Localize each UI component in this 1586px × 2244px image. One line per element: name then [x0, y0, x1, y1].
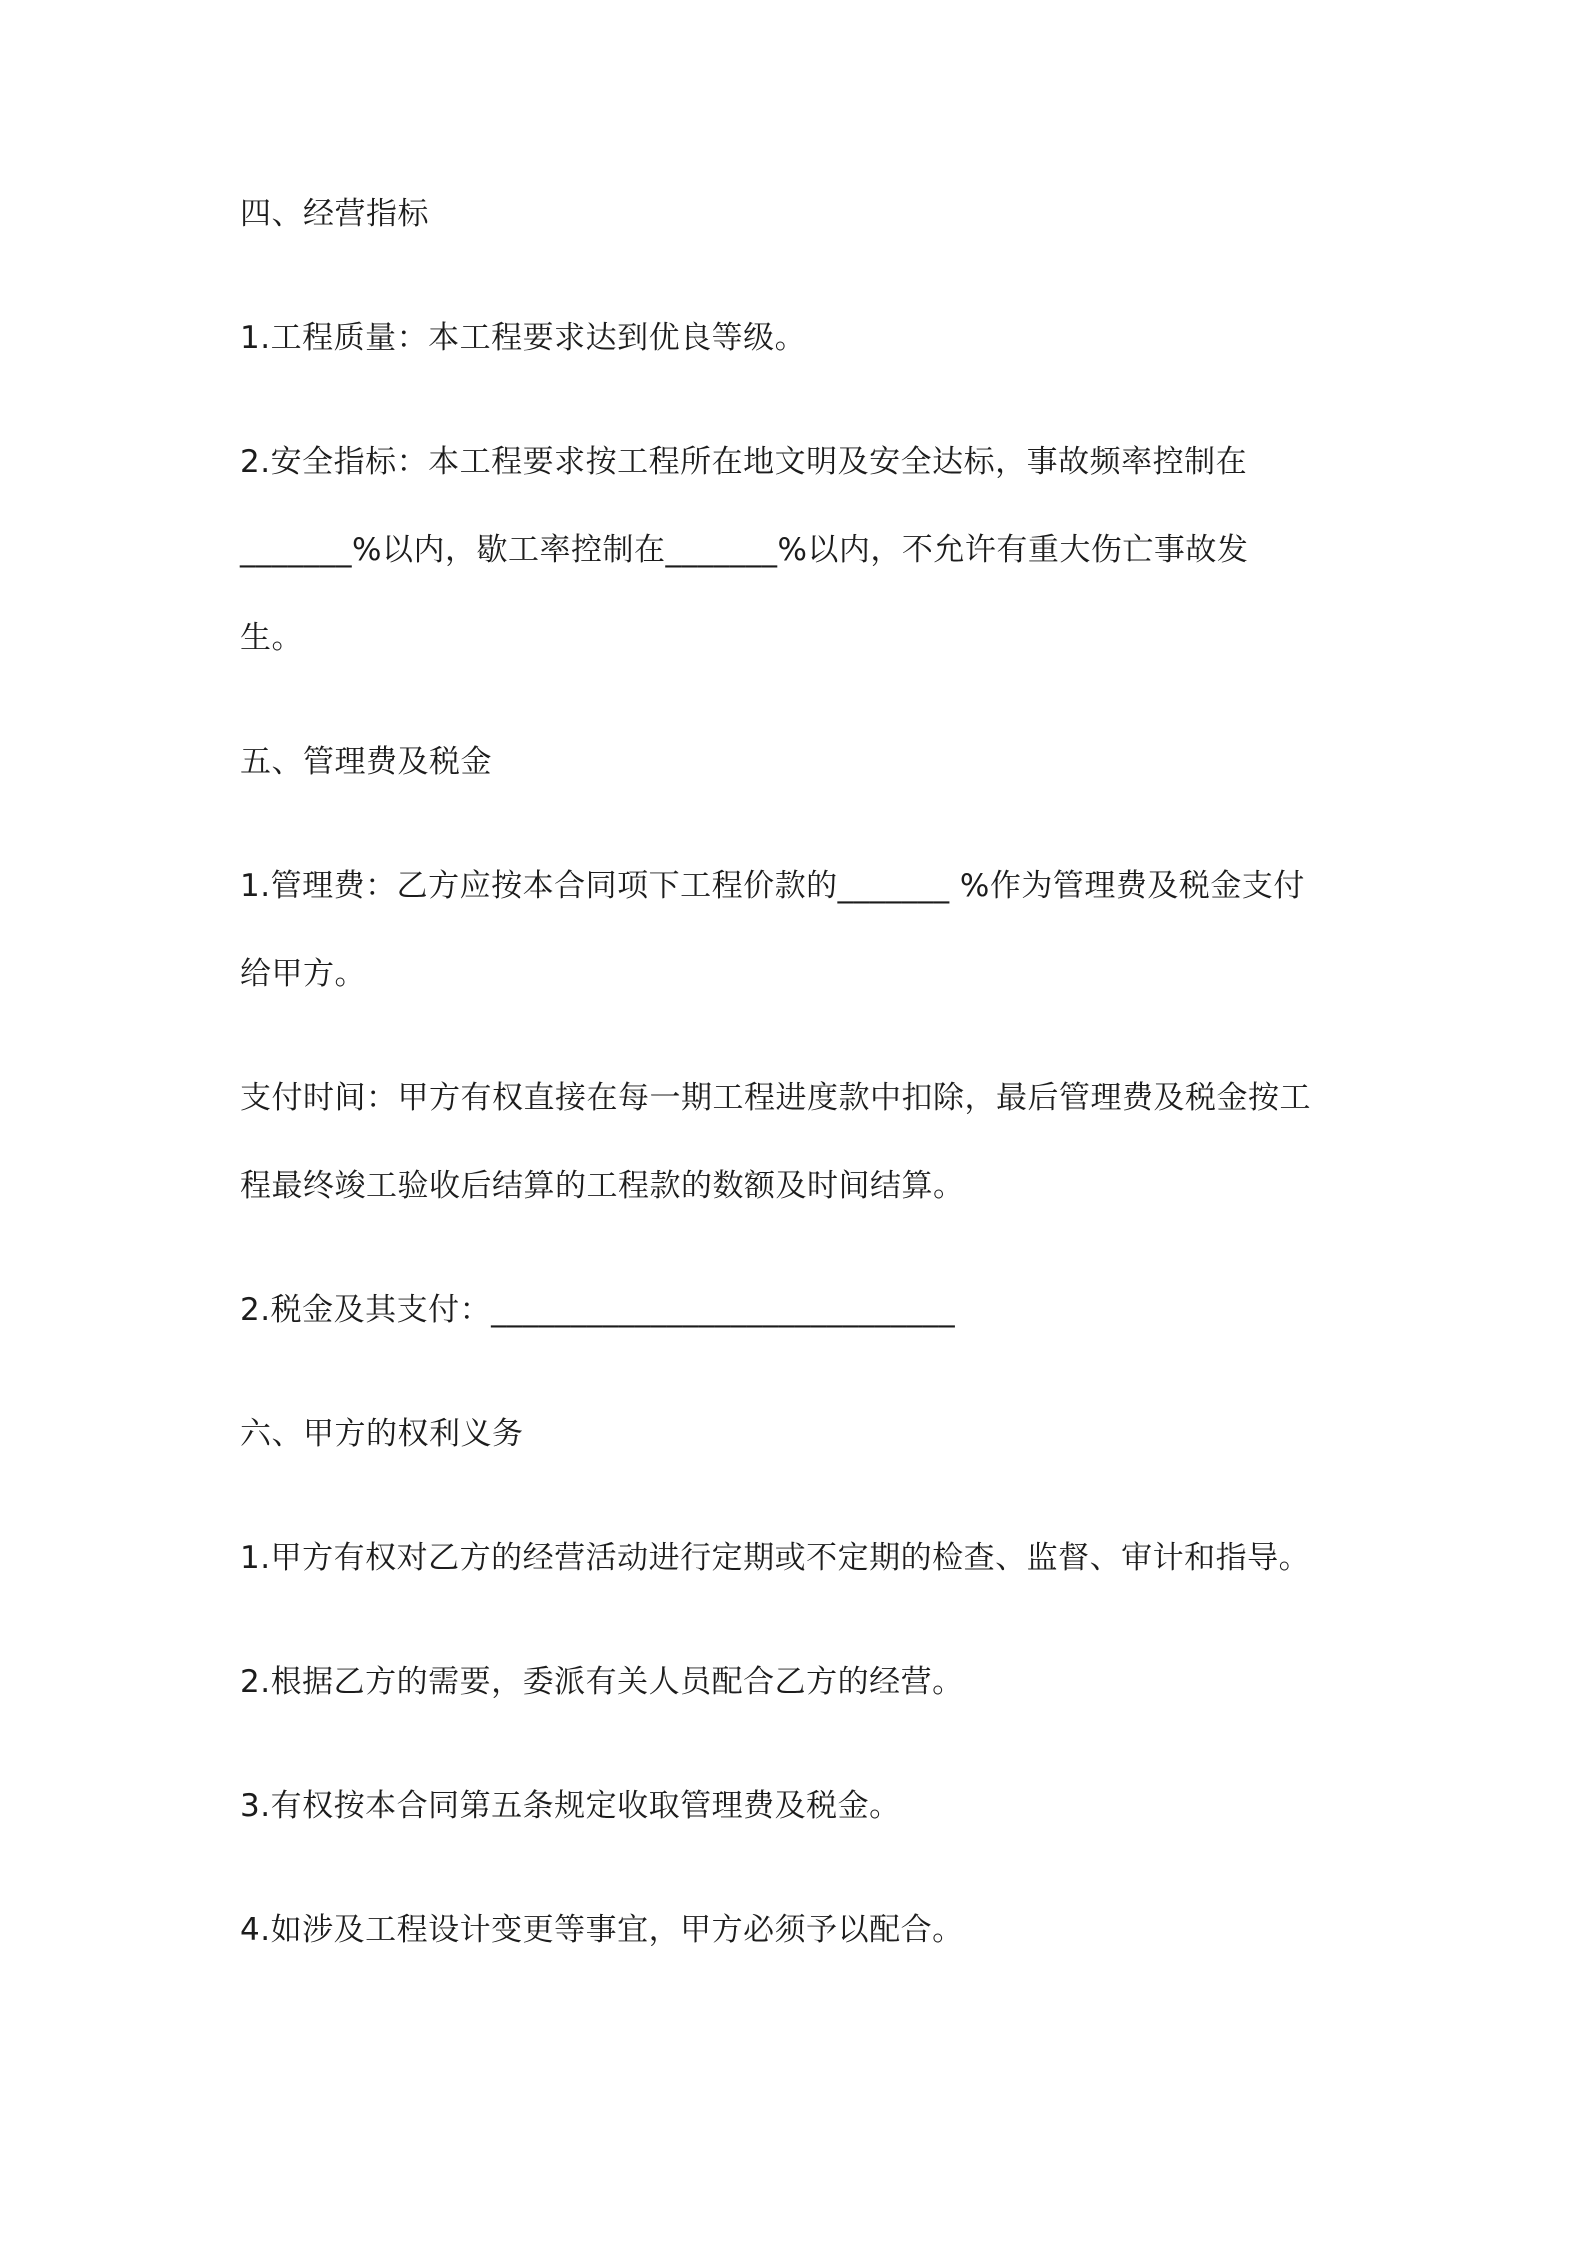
clause-5-2-tax: 2.税金及其支付：_____________________________	[240, 1292, 956, 1328]
clause-6-4: 4.如涉及工程设计变更等事宜，甲方必须予以配合。	[240, 1912, 964, 1948]
clause-6-2: 2.根据乙方的需要，委派有关人员配合乙方的经营。	[240, 1664, 964, 1700]
clause-6-1: 1.甲方有权对乙方的经营活动进行定期或不定期的检查、监督、审计和指导。	[240, 1540, 1311, 1576]
clause-4-1-quality: 1.工程质量：本工程要求达到优良等级。	[240, 320, 807, 356]
section-heading-5: 五、管理费及税金	[240, 744, 492, 780]
clause-5-1-fee-line-1: 1.管理费：乙方应按本合同项下工程价款的_______ %作为管理费及税金支付	[240, 868, 1305, 904]
clause-4-2-safety-line-3: 生。	[240, 620, 303, 656]
clause-4-2-safety-line-2: _______%以内，歇工率控制在_______%以内，不允许有重大伤亡事故发	[240, 532, 1249, 568]
clause-4-2-safety-line-1: 2.安全指标：本工程要求按工程所在地文明及安全达标，事故频率控制在	[240, 444, 1248, 480]
section-heading-6: 六、甲方的权利义务	[240, 1416, 524, 1452]
section-heading-4: 四、经营指标	[240, 196, 429, 232]
clause-6-3: 3.有权按本合同第五条规定收取管理费及税金。	[240, 1788, 901, 1824]
payment-time-line-1: 支付时间：甲方有权直接在每一期工程进度款中扣除，最后管理费及税金按工	[240, 1080, 1311, 1116]
clause-5-1-fee-line-2: 给甲方。	[240, 956, 366, 992]
payment-time-line-2: 程最终竣工验收后结算的工程款的数额及时间结算。	[240, 1168, 965, 1204]
